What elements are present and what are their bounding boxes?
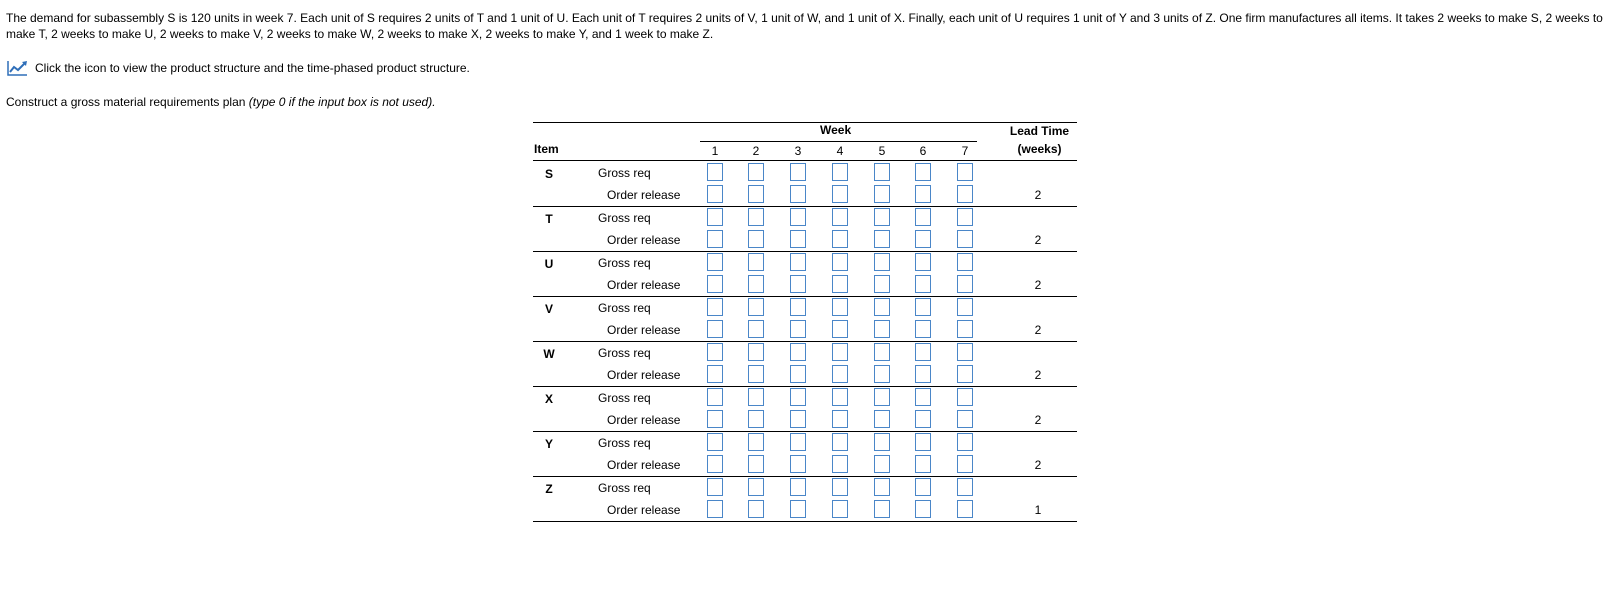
order-u-week-6-input[interactable]	[915, 275, 931, 293]
order-s-week-1-input[interactable]	[707, 185, 723, 203]
gross-req-label: Gross req	[598, 211, 651, 225]
gross-y-week-1-input[interactable]	[707, 433, 723, 451]
item-group-w	[533, 341, 1077, 387]
gross-x-week-4-input[interactable]	[832, 388, 848, 406]
gross-w-week-5-input[interactable]	[874, 343, 890, 361]
order-release-label: Order release	[607, 503, 681, 517]
item-name: V	[544, 302, 553, 316]
instruction-note: (type 0 if the input box is not used).	[248, 95, 436, 109]
gross-z-week-6-input[interactable]	[915, 478, 931, 496]
order-y-week-4-input[interactable]	[832, 455, 848, 473]
order-z-week-5-input[interactable]	[874, 500, 890, 518]
gross-s-week-3-input[interactable]	[790, 163, 806, 181]
order-x-week-7-input[interactable]	[957, 410, 973, 428]
order-z-week-6-input[interactable]	[915, 500, 931, 518]
order-z-week-3-input[interactable]	[790, 500, 806, 518]
order-t-week-7-input[interactable]	[957, 230, 973, 248]
gross-u-week-2-input[interactable]	[748, 253, 764, 271]
gross-v-week-7-input[interactable]	[957, 298, 973, 316]
gross-y-week-5-input[interactable]	[874, 433, 890, 451]
problem-statement: The demand for subassembly S is 120 units in week 7. Each unit of S requires 2 units of T and 1 unit of U. Each unit of T requires 2 units of V, 1 unit of W, and 1 unit of X. Finally, each unit of U requires 1 unit of Y and 3 units of Z. One firm manufactures all items. It takes 2 weeks to make S, 2 weeks to make T, 2 weeks to make U, 2 weeks to make V, 2 weeks to make W, 2 weeks to make X, 2 weeks to make Y, and 1 week to make Z.	[6, 11, 1603, 41]
lead-time-value: 2	[1034, 413, 1042, 427]
order-release-label: Order release	[607, 233, 681, 247]
lead-time-value: 1	[1034, 503, 1042, 517]
order-z-week-1-input[interactable]	[707, 500, 723, 518]
lead-time-value: 2	[1034, 233, 1042, 247]
order-t-week-6-input[interactable]	[915, 230, 931, 248]
item-group-u	[533, 251, 1077, 297]
gross-v-week-1-input[interactable]	[707, 298, 723, 316]
order-w-week-7-input[interactable]	[957, 365, 973, 383]
item-name: Z	[545, 482, 553, 496]
order-t-week-3-input[interactable]	[790, 230, 806, 248]
gross-req-label: Gross req	[598, 346, 651, 360]
gross-y-week-3-input[interactable]	[790, 433, 806, 451]
week-number-6: 6	[919, 144, 927, 158]
order-u-week-7-input[interactable]	[957, 275, 973, 293]
item-group-y	[533, 431, 1077, 477]
gross-t-week-2-input[interactable]	[748, 208, 764, 226]
item-name: S	[544, 167, 553, 181]
gross-x-week-2-input[interactable]	[748, 388, 764, 406]
week-number-3: 3	[794, 144, 802, 158]
order-t-week-2-input[interactable]	[748, 230, 764, 248]
week-number-5: 5	[878, 144, 886, 158]
order-x-week-5-input[interactable]	[874, 410, 890, 428]
gross-t-week-1-input[interactable]	[707, 208, 723, 226]
gross-z-week-1-input[interactable]	[707, 478, 723, 496]
week-number-2: 2	[752, 144, 760, 158]
item-group-v	[533, 296, 1077, 342]
order-v-week-7-input[interactable]	[957, 320, 973, 338]
chart-line-icon[interactable]	[6, 59, 28, 77]
lead-time-value: 2	[1034, 278, 1042, 292]
order-z-week-2-input[interactable]	[748, 500, 764, 518]
week-number-7: 7	[961, 144, 969, 158]
gross-x-week-1-input[interactable]	[707, 388, 723, 406]
order-release-label: Order release	[607, 188, 681, 202]
order-release-label: Order release	[607, 458, 681, 472]
order-w-week-1-input[interactable]	[707, 365, 723, 383]
gross-v-week-6-input[interactable]	[915, 298, 931, 316]
gross-t-week-3-input[interactable]	[790, 208, 806, 226]
order-u-week-1-input[interactable]	[707, 275, 723, 293]
gross-x-week-7-input[interactable]	[957, 388, 973, 406]
order-x-week-1-input[interactable]	[707, 410, 723, 428]
gross-x-week-3-input[interactable]	[790, 388, 806, 406]
gross-u-week-3-input[interactable]	[790, 253, 806, 271]
product-structure-hint	[6, 59, 470, 77]
order-s-week-6-input[interactable]	[915, 185, 931, 203]
order-w-week-5-input[interactable]	[874, 365, 890, 383]
order-t-week-4-input[interactable]	[832, 230, 848, 248]
order-release-label: Order release	[607, 278, 681, 292]
gross-s-week-6-input[interactable]	[915, 163, 931, 181]
item-name: U	[544, 257, 554, 271]
order-y-week-5-input[interactable]	[874, 455, 890, 473]
order-y-week-7-input[interactable]	[957, 455, 973, 473]
order-y-week-2-input[interactable]	[748, 455, 764, 473]
order-s-week-2-input[interactable]	[748, 185, 764, 203]
gross-s-week-7-input[interactable]	[957, 163, 973, 181]
order-v-week-4-input[interactable]	[832, 320, 848, 338]
gross-req-label: Gross req	[598, 166, 651, 180]
order-x-week-4-input[interactable]	[832, 410, 848, 428]
lead-time-value: 2	[1034, 368, 1042, 382]
lead-time-value: 2	[1034, 458, 1042, 472]
gross-req-label: Gross req	[598, 436, 651, 450]
gross-x-week-5-input[interactable]	[874, 388, 890, 406]
gross-v-week-2-input[interactable]	[748, 298, 764, 316]
instruction-text: Construct a gross material requirements plan	[6, 95, 249, 109]
gross-z-week-5-input[interactable]	[874, 478, 890, 496]
gross-z-week-3-input[interactable]	[790, 478, 806, 496]
order-w-week-4-input[interactable]	[832, 365, 848, 383]
order-release-label: Order release	[607, 368, 681, 382]
gross-v-week-3-input[interactable]	[790, 298, 806, 316]
item-name: Y	[544, 437, 553, 451]
gross-v-week-4-input[interactable]	[832, 298, 848, 316]
gross-t-week-5-input[interactable]	[874, 208, 890, 226]
gross-s-week-2-input[interactable]	[748, 163, 764, 181]
hint-text[interactable]: Click the icon to view the product structure and the time-phased product structure.	[35, 61, 470, 75]
order-w-week-6-input[interactable]	[915, 365, 931, 383]
gross-y-week-7-input[interactable]	[957, 433, 973, 451]
order-v-week-6-input[interactable]	[915, 320, 931, 338]
gross-z-week-4-input[interactable]	[832, 478, 848, 496]
gross-req-label: Gross req	[598, 301, 651, 315]
gross-u-week-7-input[interactable]	[957, 253, 973, 271]
gross-v-week-5-input[interactable]	[874, 298, 890, 316]
gross-z-week-7-input[interactable]	[957, 478, 973, 496]
week-number-4: 4	[836, 144, 844, 158]
gross-t-week-4-input[interactable]	[832, 208, 848, 226]
order-v-week-5-input[interactable]	[874, 320, 890, 338]
lead-time-value: 2	[1034, 323, 1042, 337]
order-u-week-2-input[interactable]	[748, 275, 764, 293]
lead-time-unit-header: (weeks)	[1017, 142, 1062, 156]
order-y-week-1-input[interactable]	[707, 455, 723, 473]
order-v-week-3-input[interactable]	[790, 320, 806, 338]
item-group-s	[533, 161, 1077, 207]
gross-w-week-3-input[interactable]	[790, 343, 806, 361]
order-s-week-4-input[interactable]	[832, 185, 848, 203]
gross-y-week-6-input[interactable]	[915, 433, 931, 451]
gross-req-label: Gross req	[598, 256, 651, 270]
gross-u-week-1-input[interactable]	[707, 253, 723, 271]
gross-w-week-2-input[interactable]	[748, 343, 764, 361]
gross-w-week-4-input[interactable]	[832, 343, 848, 361]
order-x-week-3-input[interactable]	[790, 410, 806, 428]
gross-y-week-2-input[interactable]	[748, 433, 764, 451]
gross-z-week-2-input[interactable]	[748, 478, 764, 496]
order-s-week-3-input[interactable]	[790, 185, 806, 203]
order-x-week-2-input[interactable]	[748, 410, 764, 428]
gross-u-week-6-input[interactable]	[915, 253, 931, 271]
order-v-week-2-input[interactable]	[748, 320, 764, 338]
order-u-week-3-input[interactable]	[790, 275, 806, 293]
order-z-week-4-input[interactable]	[832, 500, 848, 518]
gross-t-week-6-input[interactable]	[915, 208, 931, 226]
week-header-rule	[700, 141, 977, 142]
order-s-week-7-input[interactable]	[957, 185, 973, 203]
gross-u-week-4-input[interactable]	[832, 253, 848, 271]
lead-time-value: 2	[1034, 188, 1042, 202]
item-name: X	[544, 392, 553, 406]
order-y-week-3-input[interactable]	[790, 455, 806, 473]
gross-req-label: Gross req	[598, 481, 651, 495]
week-header: Week	[820, 123, 852, 137]
item-group-t	[533, 206, 1077, 252]
order-u-week-4-input[interactable]	[832, 275, 848, 293]
item-group-z	[533, 476, 1077, 522]
order-w-week-2-input[interactable]	[748, 365, 764, 383]
order-u-week-5-input[interactable]	[874, 275, 890, 293]
gross-x-week-6-input[interactable]	[915, 388, 931, 406]
item-group-x	[533, 386, 1077, 432]
lead-time-header: Lead Time	[1009, 124, 1070, 138]
item-header: Item	[534, 142, 559, 156]
item-name: T	[545, 212, 553, 226]
gross-s-week-4-input[interactable]	[832, 163, 848, 181]
order-t-week-1-input[interactable]	[707, 230, 723, 248]
order-w-week-3-input[interactable]	[790, 365, 806, 383]
order-release-label: Order release	[607, 323, 681, 337]
gross-t-week-7-input[interactable]	[957, 208, 973, 226]
instruction	[6, 95, 436, 109]
item-name: W	[543, 347, 555, 361]
week-number-1: 1	[711, 144, 719, 158]
gross-u-week-5-input[interactable]	[874, 253, 890, 271]
order-s-week-5-input[interactable]	[874, 185, 890, 203]
order-t-week-5-input[interactable]	[874, 230, 890, 248]
order-release-label: Order release	[607, 413, 681, 427]
gross-s-week-1-input[interactable]	[707, 163, 723, 181]
gross-w-week-6-input[interactable]	[915, 343, 931, 361]
order-v-week-1-input[interactable]	[707, 320, 723, 338]
gross-w-week-1-input[interactable]	[707, 343, 723, 361]
gross-s-week-5-input[interactable]	[874, 163, 890, 181]
order-y-week-6-input[interactable]	[915, 455, 931, 473]
gross-w-week-7-input[interactable]	[957, 343, 973, 361]
gross-req-label: Gross req	[598, 391, 651, 405]
gross-y-week-4-input[interactable]	[832, 433, 848, 451]
table-top-rule	[533, 122, 1077, 123]
order-z-week-7-input[interactable]	[957, 500, 973, 518]
order-x-week-6-input[interactable]	[915, 410, 931, 428]
